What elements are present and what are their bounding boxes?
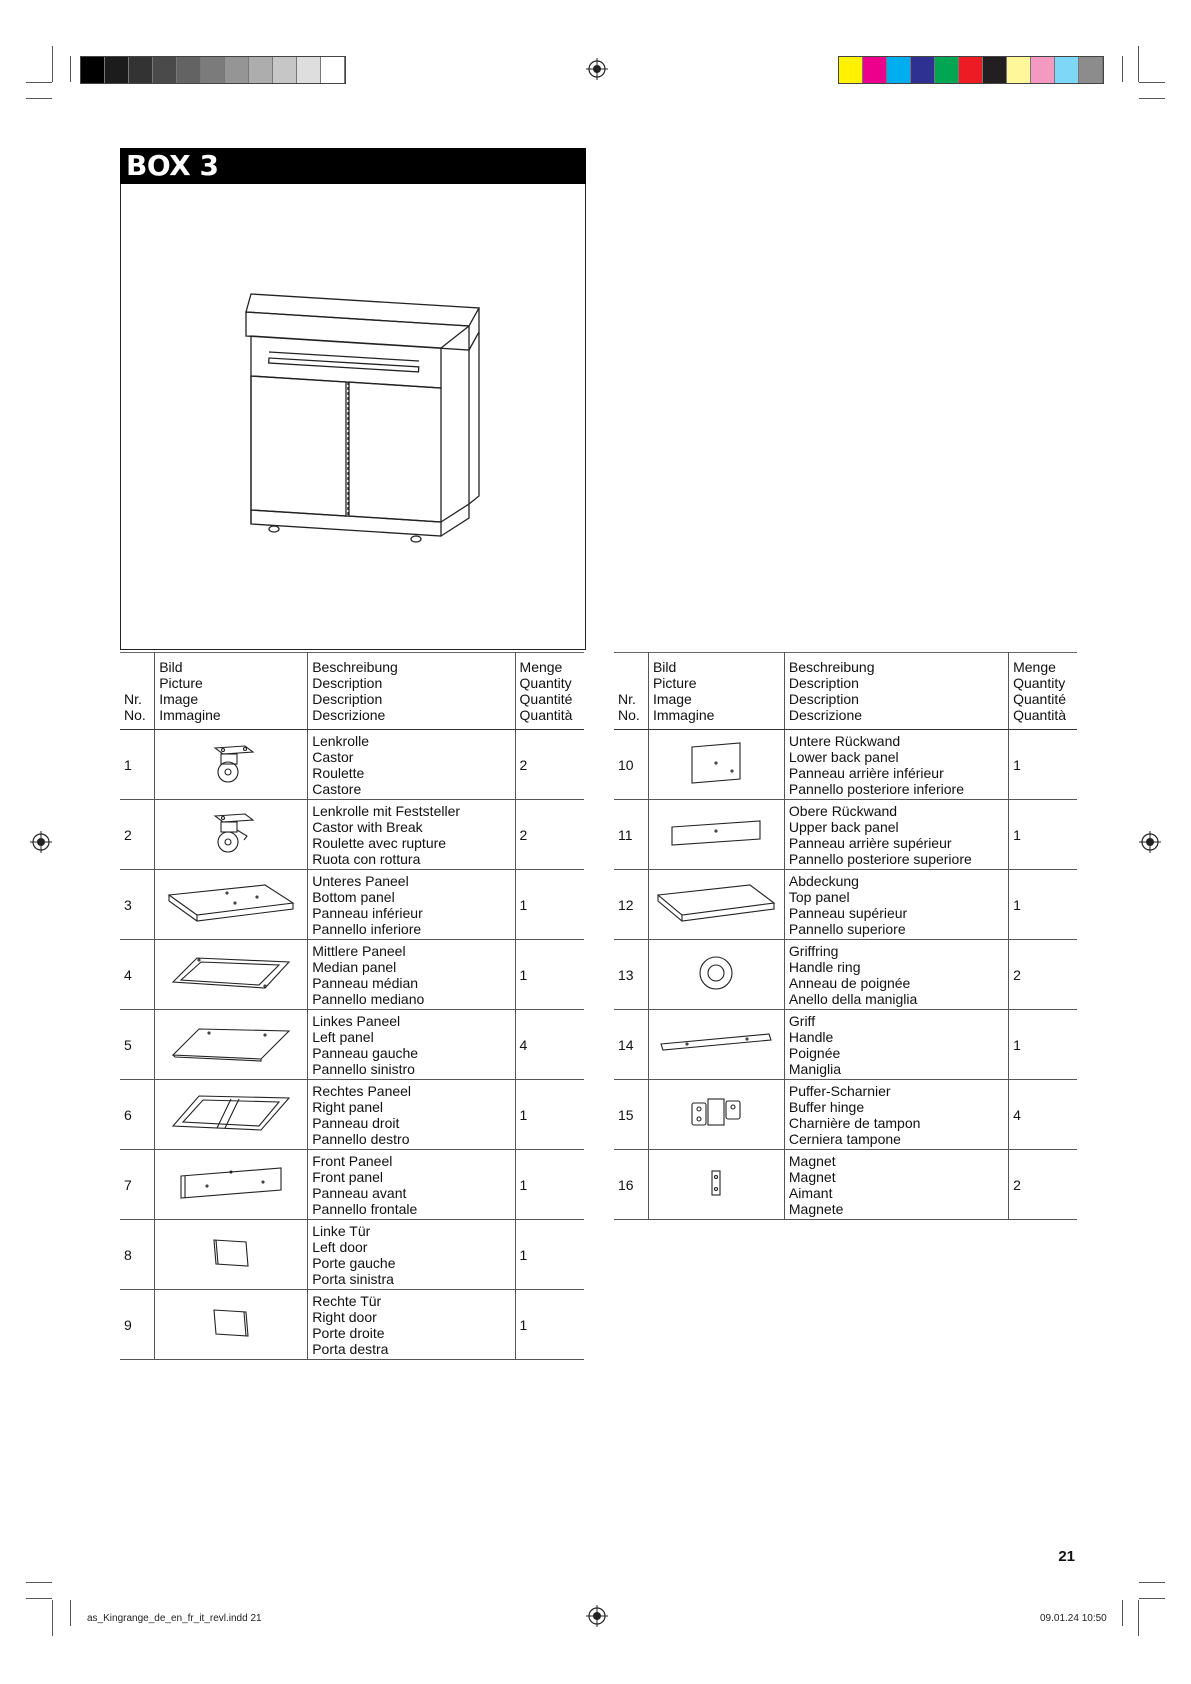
header-no-en: No. — [618, 707, 640, 723]
part-description — [784, 800, 1008, 870]
part-description-fr: Panneau inférieur — [312, 904, 423, 921]
part-description-de: Griff — [788, 1012, 816, 1029]
part-description-en: Upper back panel — [788, 818, 899, 835]
header-picture-de: Bild — [159, 659, 183, 675]
part-quantity: 1 — [515, 1080, 584, 1150]
part-description — [784, 940, 1008, 1010]
part-description-it: Pannello destro — [312, 1130, 410, 1147]
part-quantity: 1 — [515, 870, 584, 940]
part-description-it: Cerniera tampone — [788, 1130, 901, 1147]
slug-filename: as_Kingrange_de_en_fr_it_revl.indd 21 — [87, 1613, 262, 1624]
process-color-swatch — [959, 57, 983, 83]
table-row — [120, 1220, 584, 1290]
part-description — [784, 1010, 1008, 1080]
table-row — [614, 1150, 1077, 1220]
part-description-en: Castor — [312, 748, 354, 765]
part-description-fr: Porte gauche — [312, 1254, 396, 1271]
process-color-bar — [838, 56, 1104, 84]
part-description-en: Magnet — [788, 1168, 836, 1185]
header-no-de: Nr. — [124, 691, 142, 707]
header-quantity-fr: Quantité — [1013, 691, 1067, 707]
part-description-de: Obere Rückwand — [788, 802, 898, 819]
parts-table-left — [120, 652, 584, 1360]
table-row — [614, 1080, 1077, 1150]
part-description-it: Pannello posteriore inferiore — [788, 780, 964, 797]
castor-icon — [201, 740, 261, 789]
page-number: 21 — [1058, 1548, 1075, 1565]
part-number: 10 — [614, 730, 648, 800]
part-description-en: Right panel — [312, 1098, 384, 1115]
part-number: 14 — [614, 1010, 648, 1080]
part-quantity: 1 — [515, 1150, 584, 1220]
header-picture-en: Picture — [652, 675, 697, 691]
part-number: 12 — [614, 870, 648, 940]
assembled-cabinet-icon — [121, 184, 585, 650]
part-quantity: 2 — [515, 730, 584, 800]
part-description-fr: Aimant — [788, 1184, 833, 1201]
parts-table-right — [614, 652, 1077, 1220]
part-description-it: Pannello posteriore superiore — [788, 850, 972, 867]
part-description-it: Maniglia — [788, 1060, 842, 1077]
magnet-icon — [708, 1167, 724, 1202]
process-color-swatch — [839, 57, 863, 83]
part-picture — [155, 1290, 308, 1360]
part-number: 9 — [120, 1290, 155, 1360]
part-quantity: 1 — [515, 1220, 584, 1290]
part-quantity: 1 — [515, 940, 584, 1010]
part-quantity: 1 — [1009, 1010, 1077, 1080]
part-description-en: Handle ring — [788, 958, 861, 975]
header-description-fr: Description — [312, 691, 383, 707]
header-picture-it: Immagine — [159, 707, 221, 723]
part-picture — [155, 1080, 308, 1150]
part-quantity: 1 — [1009, 800, 1077, 870]
part-number: 8 — [120, 1220, 155, 1290]
part-description — [308, 1220, 515, 1290]
part-picture — [648, 940, 784, 1010]
table-row — [120, 940, 584, 1010]
slug-date: 09.01.24 10:50 — [1040, 1613, 1107, 1624]
header-picture-it: Immagine — [652, 707, 715, 723]
part-description-fr: Roulette avec rupture — [312, 834, 447, 851]
part-description-de: Untere Rückwand — [788, 732, 901, 749]
part-description-fr: Panneau droit — [312, 1114, 400, 1131]
top-panel-icon — [654, 881, 778, 928]
registration-mark-icon — [586, 1605, 608, 1627]
header-quantity-en: Quantity — [519, 675, 572, 691]
header-description — [784, 653, 1008, 730]
gray-swatch — [201, 57, 225, 83]
part-description — [308, 800, 515, 870]
part-description-en: Median panel — [312, 958, 397, 975]
header-picture-fr: Image — [652, 691, 692, 707]
part-quantity: 2 — [1009, 940, 1077, 1010]
part-description-it: Pannello sinistro — [312, 1060, 415, 1077]
part-description-de: Mittlere Paneel — [312, 942, 406, 959]
part-description — [784, 730, 1008, 800]
right-panel-icon — [169, 1090, 293, 1139]
part-description-de: Linkes Paneel — [312, 1012, 401, 1029]
part-picture — [155, 730, 308, 800]
bottom-panel-icon — [165, 881, 297, 928]
part-description-de: Linke Tür — [312, 1222, 371, 1239]
part-picture — [648, 730, 784, 800]
gray-swatch — [105, 57, 129, 83]
table-row — [120, 730, 584, 800]
part-quantity: 1 — [515, 1290, 584, 1360]
part-quantity: 4 — [1009, 1080, 1077, 1150]
header-quantity-en: Quantity — [1013, 675, 1066, 691]
gray-color-bar — [80, 56, 346, 84]
table-row — [120, 1010, 584, 1080]
registration-mark-icon — [586, 58, 608, 80]
part-description — [308, 730, 515, 800]
header-description-de: Beschreibung — [312, 659, 398, 675]
part-quantity: 2 — [515, 800, 584, 870]
part-number: 16 — [614, 1150, 648, 1220]
part-description-fr: Porte droite — [312, 1324, 385, 1341]
part-description-en: Bottom panel — [312, 888, 395, 905]
header-picture — [648, 653, 784, 730]
part-description-it: Pannello mediano — [312, 990, 425, 1007]
part-number: 4 — [120, 940, 155, 1010]
part-picture — [155, 1010, 308, 1080]
part-description-fr: Panneau avant — [312, 1184, 407, 1201]
part-description-fr: Panneau arrière inférieur — [788, 764, 944, 781]
lower-back-panel-icon — [688, 741, 744, 788]
part-description-it: Pannello frontale — [312, 1200, 418, 1217]
part-description-fr: Anneau de poignée — [788, 974, 911, 991]
part-description-fr: Roulette — [312, 764, 365, 781]
table-row — [614, 1010, 1077, 1080]
part-description-fr: Poignée — [788, 1044, 841, 1061]
header-no-de: Nr. — [618, 691, 636, 707]
header-description-en: Description — [788, 675, 859, 691]
part-description-fr: Panneau supérieur — [788, 904, 908, 921]
process-color-swatch — [887, 57, 911, 83]
handle-icon — [657, 1032, 775, 1057]
part-description-en: Front panel — [312, 1168, 384, 1185]
gray-swatch — [129, 57, 153, 83]
part-description-de: Front Paneel — [312, 1152, 393, 1169]
table-header-row — [120, 653, 584, 730]
process-color-swatch — [1079, 57, 1103, 83]
part-description-it: Pannello superiore — [788, 920, 906, 937]
table-row — [120, 870, 584, 940]
header-description-it: Descrizione — [312, 707, 386, 723]
part-description — [308, 1080, 515, 1150]
part-description-it: Anello della maniglia — [788, 990, 918, 1007]
right-door-icon — [210, 1306, 252, 1343]
part-description-de: Lenkrolle mit Feststeller — [312, 802, 461, 819]
buffer-hinge-icon — [688, 1093, 744, 1136]
header-quantity — [1009, 653, 1077, 730]
part-description-fr: Charnière de tampon — [788, 1114, 921, 1131]
part-description-de: Rechtes Paneel — [312, 1082, 412, 1099]
process-color-swatch — [863, 57, 887, 83]
table-row — [614, 800, 1077, 870]
header-picture-de: Bild — [652, 659, 677, 675]
header-description-fr: Description — [788, 691, 859, 707]
part-description-de: Rechte Tür — [312, 1292, 382, 1309]
part-quantity: 4 — [515, 1010, 584, 1080]
part-description-de: Lenkrolle — [312, 732, 370, 749]
part-picture — [648, 1080, 784, 1150]
part-picture — [155, 870, 308, 940]
part-picture — [648, 1150, 784, 1220]
castor-with-brake-icon — [201, 808, 261, 861]
gray-swatch — [273, 57, 297, 83]
part-picture — [155, 1150, 308, 1220]
header-picture-en: Picture — [159, 675, 203, 691]
part-picture — [648, 870, 784, 940]
part-description-fr: Panneau gauche — [312, 1044, 419, 1061]
header-quantity-fr: Quantité — [519, 691, 573, 707]
process-color-swatch — [911, 57, 935, 83]
front-panel-icon — [177, 1166, 285, 1203]
part-description-it: Magnete — [788, 1200, 844, 1217]
part-description-de: Magnet — [788, 1152, 836, 1169]
part-description — [308, 1150, 515, 1220]
part-quantity: 1 — [1009, 730, 1077, 800]
part-quantity: 1 — [1009, 870, 1077, 940]
part-number: 7 — [120, 1150, 155, 1220]
gray-swatch — [321, 57, 345, 83]
part-description — [308, 1010, 515, 1080]
part-description — [308, 1290, 515, 1360]
header-quantity-de: Menge — [1013, 659, 1056, 675]
part-description-de: Abdeckung — [788, 872, 859, 889]
header-description-it: Descrizione — [788, 707, 863, 723]
handle-ring-icon — [697, 954, 735, 995]
header-no — [614, 653, 648, 730]
part-description-en: Buffer hinge — [788, 1098, 865, 1115]
registration-mark-icon — [30, 831, 52, 853]
part-description — [784, 870, 1008, 940]
header-no-en: No. — [124, 707, 146, 723]
header-description-en: Description — [312, 675, 383, 691]
part-picture — [648, 800, 784, 870]
part-number: 6 — [120, 1080, 155, 1150]
part-description-it: Porta destra — [312, 1340, 389, 1357]
table-row — [614, 730, 1077, 800]
gray-swatch — [153, 57, 177, 83]
process-color-swatch — [983, 57, 1007, 83]
part-description-it: Ruota con rottura — [312, 850, 421, 867]
part-description-en: Castor with Break — [312, 818, 423, 835]
part-number: 3 — [120, 870, 155, 940]
gray-swatch — [225, 57, 249, 83]
part-description-en: Lower back panel — [788, 748, 899, 765]
header-picture-fr: Image — [159, 691, 199, 707]
part-description-en: Top panel — [788, 888, 850, 905]
gray-swatch — [297, 57, 321, 83]
left-panel-icon — [169, 1023, 293, 1066]
part-quantity: 2 — [1009, 1150, 1077, 1220]
header-quantity — [515, 653, 584, 730]
table-header-row — [614, 653, 1077, 730]
header-no — [120, 653, 155, 730]
left-door-icon — [210, 1236, 252, 1273]
part-description-it: Castore — [312, 780, 362, 797]
box-title: BOX 3 — [120, 148, 586, 184]
part-number: 13 — [614, 940, 648, 1010]
part-description-it: Porta sinistra — [312, 1270, 394, 1287]
median-panel-icon — [169, 952, 293, 997]
header-picture — [155, 653, 308, 730]
header-description — [308, 653, 515, 730]
part-description-en: Handle — [788, 1028, 834, 1045]
part-picture — [155, 940, 308, 1010]
part-description-en: Right door — [312, 1308, 377, 1325]
part-description — [784, 1080, 1008, 1150]
table-row — [614, 870, 1077, 940]
part-description-fr: Panneau arrière supérieur — [788, 834, 952, 851]
part-number: 1 — [120, 730, 155, 800]
part-description — [308, 940, 515, 1010]
assembled-cabinet-illustration-frame — [120, 184, 586, 650]
process-color-swatch — [1007, 57, 1031, 83]
part-description-de: Griffring — [788, 942, 839, 959]
table-row — [614, 940, 1077, 1010]
table-row — [120, 800, 584, 870]
part-number: 15 — [614, 1080, 648, 1150]
table-row — [120, 1080, 584, 1150]
header-description-de: Beschreibung — [788, 659, 875, 675]
part-description-de: Puffer-Scharnier — [788, 1082, 891, 1099]
header-quantity-it: Quantità — [519, 707, 573, 723]
part-description — [784, 1150, 1008, 1220]
gray-swatch — [249, 57, 273, 83]
part-description-fr: Panneau médian — [312, 974, 419, 991]
part-number: 2 — [120, 800, 155, 870]
registration-mark-icon — [1139, 831, 1161, 853]
header-quantity-de: Menge — [519, 659, 563, 675]
table-row — [120, 1290, 584, 1360]
part-number: 5 — [120, 1010, 155, 1080]
gray-swatch — [81, 57, 105, 83]
part-number: 11 — [614, 800, 648, 870]
process-color-swatch — [1031, 57, 1055, 83]
part-picture — [648, 1010, 784, 1080]
gray-swatch — [177, 57, 201, 83]
part-description — [308, 870, 515, 940]
part-description-en: Left panel — [312, 1028, 374, 1045]
process-color-swatch — [935, 57, 959, 83]
upper-back-panel-icon — [668, 819, 764, 850]
part-picture — [155, 800, 308, 870]
part-description-de: Unteres Paneel — [312, 872, 409, 889]
part-description-en: Left door — [312, 1238, 368, 1255]
header-quantity-it: Quantità — [1013, 707, 1067, 723]
part-description-it: Pannello inferiore — [312, 920, 422, 937]
table-row — [120, 1150, 584, 1220]
part-picture — [155, 1220, 308, 1290]
process-color-swatch — [1055, 57, 1079, 83]
